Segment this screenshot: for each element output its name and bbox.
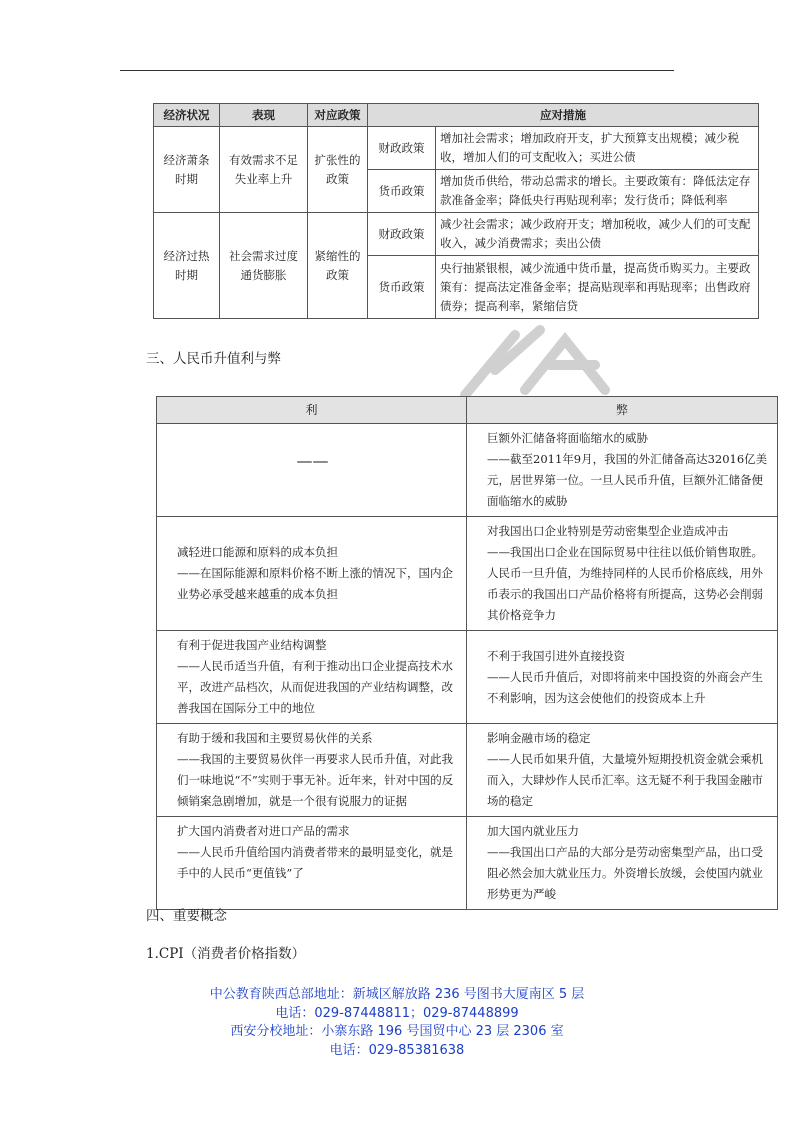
pro-title: 扩大国内消费者对进口产品的需求 <box>177 824 350 838</box>
pro-body: ——人民币适当升值，有利于推动出口企业提高技术水平，改进产品档次，从而促进我国的产业结构调整，改善我国在国际分工中的地位 <box>177 659 453 715</box>
pro-body: ——人民币升值给国内消费者带来的最明显变化，就是手中的人民币“更值钱”了 <box>177 845 453 880</box>
cell-symptom: 有效需求不足失业率上升 <box>220 127 308 213</box>
pro-empty-dash: —— <box>296 451 329 470</box>
cell-con <box>467 817 778 910</box>
con-body: ——人民币升值后，对即将前来中国投资的外商会产生不利影响，因为这会使他们的投资成本上升 <box>487 669 763 705</box>
pros-cons-table <box>156 396 778 910</box>
con-title: 影响金融市场的稳定 <box>487 731 591 745</box>
header-measures: 应对措施 <box>368 104 759 127</box>
concept-cpi: 1.CPI（消费者价格指数） <box>146 946 306 962</box>
section-heading-rmb: 三、人民币升值利与弊 <box>146 351 281 367</box>
header-symptom: 表现 <box>220 104 308 127</box>
cell-pro <box>157 817 467 910</box>
pro-body: ——在国际能源和原料价格不断上涨的情况下，国内企业势必承受越来越重的成本负担 <box>177 566 453 601</box>
table-row <box>154 127 759 170</box>
header-condition: 经济状况 <box>154 104 220 127</box>
con-title: 对我国出口企业特别是劳动密集型企业造成冲击 <box>487 524 729 538</box>
header-cons: 弊 <box>467 397 778 424</box>
cell-con <box>467 517 778 631</box>
cell-policy: 紧缩性的政策 <box>308 213 368 319</box>
cell-measure-text: 减少社会需求；减少政府开支；增加税收，减少人们的可支配收入，减少消费需求；卖出公债 <box>436 213 759 256</box>
footer-line: 西安分校地址：小寨东路 196 号国贸中心 23 层 2306 室 <box>230 1024 564 1039</box>
cell-con <box>467 724 778 817</box>
table-row <box>157 631 778 724</box>
footer-line: 电话：029-87448811；029-87448899 <box>275 1006 519 1021</box>
footer-phone-branch <box>0 1041 794 1061</box>
table-row <box>157 817 778 910</box>
cell-policy: 扩张性的政策 <box>308 127 368 213</box>
header-pros: 利 <box>157 397 467 424</box>
cell-measure-type: 财政政策 <box>368 213 436 256</box>
footer-address-hq <box>0 985 794 1005</box>
header-policy: 对应政策 <box>308 104 368 127</box>
footer-line: 电话：029-85381638 <box>329 1043 465 1058</box>
con-body: ——我国出口产品的大部分是劳动密集型产品，出口受阻必然会加大就业压力。外资增长放缓，会使国内就业形势更为严峻 <box>487 845 763 901</box>
cell-con <box>467 631 778 724</box>
table-header-row <box>157 397 778 424</box>
pro-title: 有利于促进我国产业结构调整 <box>177 638 327 652</box>
cell-measure-text: 央行抽紧银根，减少流通中货币量，提高货币购买力。主要政策有：提高法定准备金率；提高贴现率和再贴现率；出售政府债券；提高利率，紧缩信贷 <box>436 256 759 319</box>
section-heading-concepts: 四、重要概念 <box>146 908 227 924</box>
footer-address-branch <box>0 1022 794 1042</box>
header-rule <box>120 70 674 71</box>
table-header-row <box>154 104 759 127</box>
cell-pro <box>157 517 467 631</box>
table-row <box>157 724 778 817</box>
pro-title: 减轻进口能源和原料的成本负担 <box>177 545 338 559</box>
watermark-logo <box>455 320 615 400</box>
cell-pro <box>157 631 467 724</box>
pro-body: ——我国的主要贸易伙伴一再要求人民币升值，对此我们一味地说“不”实则于事无补。近年来，针对中国的反倾销案急剧增加，就是一个很有说服力的证据 <box>177 752 454 808</box>
policy-table <box>153 103 759 319</box>
table-row <box>157 517 778 631</box>
cell-measure-type: 财政政策 <box>368 127 436 170</box>
table-row <box>157 424 778 517</box>
con-title: 加大国内就业压力 <box>487 824 579 838</box>
con-title: 不利于我国引进外直接投资 <box>487 648 625 663</box>
con-body: ——我国出口企业在国际贸易中往往以低价销售取胜。人民币一旦升值，为维持同样的人民币价格底线，用外币表示的我国出口产品价格将有所提高，这势必会削弱其价格竞争力 <box>487 545 763 622</box>
cell-measure-type: 货币政策 <box>368 256 436 319</box>
cell-measure-type: 货币政策 <box>368 170 436 213</box>
pro-title: 有助于缓和我国和主要贸易伙伴的关系 <box>177 731 373 745</box>
con-title: 巨额外汇储备将面临缩水的威胁 <box>487 431 648 445</box>
footer-phone-hq <box>0 1004 794 1024</box>
cell-pro <box>157 424 467 517</box>
cell-measure-text: 增加货币供给，带动总需求的增长。主要政策有：降低法定存款准备金率；降低央行再贴现利率；发行货币；降低利率 <box>436 170 759 213</box>
cell-con <box>467 424 778 517</box>
con-body: ——截至2011年9月，我国的外汇储备高达32016亿美元，居世界第一位。一旦人民币升值，巨额外汇储备便面临缩水的威胁 <box>487 452 768 508</box>
cell-measure-text: 增加社会需求；增加政府开支，扩大预算支出规模；减少税收，增加人们的可支配收入；买进公债 <box>436 127 759 170</box>
con-body: ——人民币如果升值，大量境外短期投机资金就会乘机而入，大肆炒作人民币汇率。这无疑不利于我国金融市场的稳定 <box>487 752 763 808</box>
cell-pro <box>157 724 467 817</box>
cell-condition: 经济萧条时期 <box>154 127 220 213</box>
cell-condition: 经济过热时期 <box>154 213 220 319</box>
cell-symptom: 社会需求过度通货膨胀 <box>220 213 308 319</box>
table-row <box>154 213 759 256</box>
footer-line: 中公教育陕西总部地址：新城区解放路 236 号图书大厦南区 5 层 <box>209 987 585 1002</box>
